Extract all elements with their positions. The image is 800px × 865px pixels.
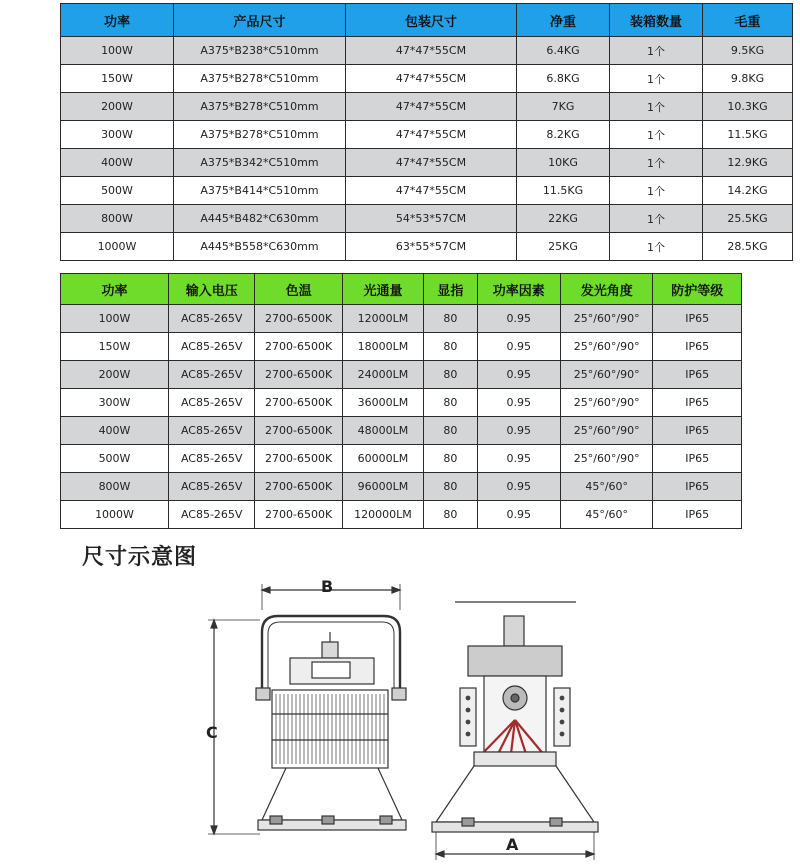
photo-table-cell: 2700-6500K — [255, 361, 342, 389]
spec-table-cell: 6.8KG — [517, 65, 610, 93]
spec-table-cell: A375*B414*C510mm — [174, 177, 346, 205]
spec-table-cell: 800W — [61, 205, 174, 233]
spec-table-cell: 14.2KG — [703, 177, 793, 205]
spec-table-cell: A375*B278*C510mm — [174, 121, 346, 149]
photo-table-cell: 25°/60°/90° — [560, 333, 653, 361]
spec-table-cell: A445*B558*C630mm — [174, 233, 346, 261]
front-view-drawing — [208, 584, 406, 834]
photo-table-cell: AC85-265V — [169, 389, 255, 417]
photo-table-cell: 0.95 — [477, 501, 560, 529]
photo-table-row — [61, 305, 742, 333]
photo-table-header-cell: 色温 — [255, 274, 342, 305]
spec-table-cell: 1个 — [610, 65, 703, 93]
photo-table-cell: 0.95 — [477, 333, 560, 361]
spec-table-header-row — [61, 4, 793, 37]
spec-table-cell: 1个 — [610, 205, 703, 233]
photo-table-cell: AC85-265V — [169, 361, 255, 389]
photo-table-cell: 1000W — [61, 501, 169, 529]
photo-table-cell: 2700-6500K — [255, 417, 342, 445]
photo-table-cell: IP65 — [653, 361, 742, 389]
spec-table-cell: 12.9KG — [703, 149, 793, 177]
photo-table-cell: 0.95 — [477, 445, 560, 473]
spec-table-cell: 1个 — [610, 37, 703, 65]
photo-table-cell: 80 — [424, 445, 477, 473]
photo-table-cell: 800W — [61, 473, 169, 501]
spec-table-cell: 1个 — [610, 121, 703, 149]
dimension-label-b: B — [321, 577, 334, 596]
photo-table-cell: 0.95 — [477, 473, 560, 501]
photo-table-cell: 2700-6500K — [255, 473, 342, 501]
spec-table-header-cell: 功率 — [61, 4, 174, 37]
spec-table-cell: 1000W — [61, 233, 174, 261]
photo-table-cell: 12000LM — [342, 305, 423, 333]
photo-table-cell: 2700-6500K — [255, 445, 342, 473]
photo-table-row — [61, 361, 742, 389]
spec-table-cell: 1个 — [610, 93, 703, 121]
photo-table-row — [61, 417, 742, 445]
photo-table-header-cell: 显指 — [424, 274, 477, 305]
dimension-diagram — [0, 570, 800, 865]
spec-table-cell: 11.5KG — [703, 121, 793, 149]
photo-table-cell: 2700-6500K — [255, 333, 342, 361]
photo-table-cell: 2700-6500K — [255, 389, 342, 417]
spec-table-cell: 28.5KG — [703, 233, 793, 261]
spec-table-cell: A375*B278*C510mm — [174, 93, 346, 121]
photo-table-cell: 80 — [424, 473, 477, 501]
photo-table-cell: 36000LM — [342, 389, 423, 417]
spec-table-cell: 10KG — [517, 149, 610, 177]
photo-table-cell: 18000LM — [342, 333, 423, 361]
dimension-label-a: A — [506, 835, 519, 854]
spec-table-cell: 25KG — [517, 233, 610, 261]
diagram-title: 尺寸示意图 — [82, 545, 198, 570]
photo-table-cell: AC85-265V — [169, 501, 255, 529]
photo-table-cell: AC85-265V — [169, 305, 255, 333]
photo-table-cell: IP65 — [653, 389, 742, 417]
photo-table-cell: 80 — [424, 501, 477, 529]
spec-table-cell: 200W — [61, 93, 174, 121]
photo-table-row — [61, 473, 742, 501]
photo-table-cell: 80 — [424, 333, 477, 361]
spec-table-cell: 9.5KG — [703, 37, 793, 65]
spec-table-cell: 8.2KG — [517, 121, 610, 149]
photo-table-header-cell: 光通量 — [342, 274, 423, 305]
photo-table-cell: 150W — [61, 333, 169, 361]
photo-table-cell: AC85-265V — [169, 333, 255, 361]
photo-table-cell: 0.95 — [477, 417, 560, 445]
spec-table-cell: 10.3KG — [703, 93, 793, 121]
spec-table-row — [61, 177, 793, 205]
photo-table-cell: 80 — [424, 361, 477, 389]
spec-table-row — [61, 65, 793, 93]
spec-table-cell: 1个 — [610, 233, 703, 261]
photo-table-cell: IP65 — [653, 305, 742, 333]
photo-table-header-cell: 防护等级 — [653, 274, 742, 305]
spec-table-cell: 47*47*55CM — [346, 177, 517, 205]
dimension-label-c: C — [206, 723, 218, 742]
photo-table-cell: 120000LM — [342, 501, 423, 529]
photo-table-cell: 25°/60°/90° — [560, 445, 653, 473]
photo-table-cell: 500W — [61, 445, 169, 473]
spec-table-cell: 6.4KG — [517, 37, 610, 65]
spec-table-cell: A375*B342*C510mm — [174, 149, 346, 177]
photo-table-cell: IP65 — [653, 445, 742, 473]
photo-table-cell: 80 — [424, 305, 477, 333]
photo-table-cell: 45°/60° — [560, 501, 653, 529]
spec-table-row — [61, 233, 793, 261]
spec-table-header-cell: 产品尺寸 — [174, 4, 346, 37]
spec-table-cell: 22KG — [517, 205, 610, 233]
photo-table-cell: 2700-6500K — [255, 501, 342, 529]
spec-table-cell: 1个 — [610, 177, 703, 205]
photo-table-cell: 25°/60°/90° — [560, 361, 653, 389]
spec-table-row — [61, 205, 793, 233]
photo-table-cell: IP65 — [653, 417, 742, 445]
spec-table-cell: A375*B278*C510mm — [174, 65, 346, 93]
photo-table-cell: 300W — [61, 389, 169, 417]
photo-table-header-cell: 输入电压 — [169, 274, 255, 305]
side-view-drawing — [432, 602, 598, 860]
photo-table-cell: 100W — [61, 305, 169, 333]
spec-table-cell: 100W — [61, 37, 174, 65]
spec-table-row — [61, 121, 793, 149]
product-spec-table — [60, 3, 793, 261]
spec-table-cell: 47*47*55CM — [346, 121, 517, 149]
photo-table-cell: 25°/60°/90° — [560, 389, 653, 417]
photo-table-header-row — [61, 274, 742, 305]
photo-table-cell: AC85-265V — [169, 445, 255, 473]
spec-table-header-cell: 毛重 — [703, 4, 793, 37]
spec-table-cell: 47*47*55CM — [346, 37, 517, 65]
spec-table-cell: 9.8KG — [703, 65, 793, 93]
spec-table-cell: A375*B238*C510mm — [174, 37, 346, 65]
photo-table-row — [61, 501, 742, 529]
photo-table-cell: 0.95 — [477, 361, 560, 389]
photo-table-cell: 400W — [61, 417, 169, 445]
spec-table-cell: 25.5KG — [703, 205, 793, 233]
photo-table-cell: 0.95 — [477, 305, 560, 333]
photo-table-header-cell: 发光角度 — [560, 274, 653, 305]
photo-table-cell: 0.95 — [477, 389, 560, 417]
spec-table-row — [61, 37, 793, 65]
photo-table-row — [61, 445, 742, 473]
spec-table-cell: 400W — [61, 149, 174, 177]
photo-table-header-cell: 功率 — [61, 274, 169, 305]
photo-table-cell: 2700-6500K — [255, 305, 342, 333]
spec-table-cell: 11.5KG — [517, 177, 610, 205]
photo-table-row — [61, 389, 742, 417]
photo-table-cell: 48000LM — [342, 417, 423, 445]
spec-table-cell: 1个 — [610, 149, 703, 177]
photo-table-cell: 25°/60°/90° — [560, 305, 653, 333]
spec-table-row — [61, 93, 793, 121]
spec-table-header-cell: 净重 — [517, 4, 610, 37]
photometric-spec-table — [60, 273, 742, 529]
photo-table-header-cell: 功率因素 — [477, 274, 560, 305]
spec-table-cell: 54*53*57CM — [346, 205, 517, 233]
spec-table-cell: A445*B482*C630mm — [174, 205, 346, 233]
photo-table-cell: IP65 — [653, 333, 742, 361]
spec-table-cell: 300W — [61, 121, 174, 149]
photo-table-cell: 25°/60°/90° — [560, 417, 653, 445]
photo-table-cell: AC85-265V — [169, 417, 255, 445]
spec-table-header-cell: 装箱数量 — [610, 4, 703, 37]
photo-table-cell: IP65 — [653, 473, 742, 501]
photo-table-cell: 80 — [424, 417, 477, 445]
spec-table-cell: 47*47*55CM — [346, 149, 517, 177]
photo-table-cell: 24000LM — [342, 361, 423, 389]
photo-table-cell: 200W — [61, 361, 169, 389]
photo-table-cell: 96000LM — [342, 473, 423, 501]
photo-table-row — [61, 333, 742, 361]
photo-table-cell: AC85-265V — [169, 473, 255, 501]
spec-table-row — [61, 149, 793, 177]
photo-table-cell: IP65 — [653, 501, 742, 529]
photo-table-cell: 60000LM — [342, 445, 423, 473]
spec-table-cell: 47*47*55CM — [346, 65, 517, 93]
spec-table-cell: 63*55*57CM — [346, 233, 517, 261]
spec-table-header-cell: 包装尺寸 — [346, 4, 517, 37]
spec-table-cell: 47*47*55CM — [346, 93, 517, 121]
spec-table-cell: 500W — [61, 177, 174, 205]
photo-table-cell: 45°/60° — [560, 473, 653, 501]
spec-table-cell: 7KG — [517, 93, 610, 121]
spec-table-cell: 150W — [61, 65, 174, 93]
photo-table-cell: 80 — [424, 389, 477, 417]
